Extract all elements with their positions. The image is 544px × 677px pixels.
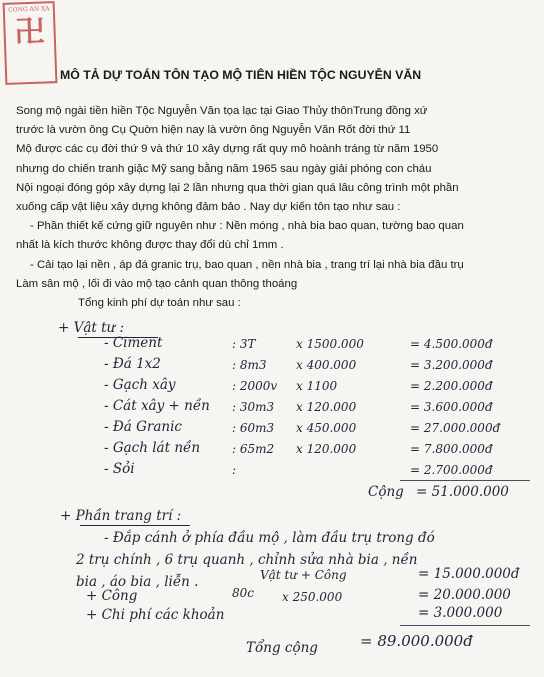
grand-total-value: = 89.000.000đ (360, 632, 473, 650)
paragraph-line: trước là vườn ông Cụ Quờn hiện nay là vườn ông Nguyễn Văn Rốt đời thứ 11 (16, 124, 411, 137)
material-total: = 3.600.000đ (410, 400, 493, 414)
decoration-line: bia , áo bia , liễn . (76, 574, 199, 590)
material-qty: : 3T (232, 337, 256, 351)
material-price: x 120.000 (296, 400, 357, 414)
paragraph-line: nhất là kích thước không được thay đổi dù chỉ 1mm . (16, 239, 284, 252)
decoration-line: 2 trụ chính , 6 trụ quanh , chỉnh sửa nhà bia , nền (76, 552, 418, 568)
section-trang-tri: + Phần trang trí : (60, 508, 182, 524)
material-total: = 2.200.000đ (410, 379, 493, 393)
sum-line (400, 625, 530, 626)
typed-paragraph (16, 102, 538, 313)
paragraph-line: nhưng do chiến tranh giặc Mỹ sang bằng năm 1965 sau ngày giải phóng con cháu (16, 162, 432, 175)
other-costs-total: = 3.000.000 (418, 605, 503, 621)
labor-label: + Công (86, 588, 138, 604)
other-costs-label: + Chi phí các khoản (86, 607, 225, 623)
paragraph-line: xuống cấp vật liệu xây dựng không đảm bảo . Nay dự kiến tôn tạo như sau : (16, 201, 401, 214)
material-name: - Gạch lát nền (104, 440, 201, 456)
material-price: x 400.000 (296, 358, 357, 372)
sum-line (400, 480, 530, 481)
paragraph-line: - Cải tạo lại nền , áp đá granic trụ, bao quan , nền nhà bia , trang trí lại nhà bia đầu trụ (30, 258, 464, 271)
paragraph-line: Song mộ ngài tiền hiền Tộc Nguyễn Văn tọa lạc tại Giao Thủy thônTrung đồng xứ (16, 105, 428, 117)
material-total: = 2.700.000đ (410, 463, 493, 477)
material-name: - Sỏi (104, 461, 135, 477)
section-vat-tu: + Vật tư : (58, 320, 125, 336)
stamp-text: CONG AN XA (8, 5, 50, 14)
material-price: x 1500.000 (296, 337, 364, 351)
materials-labor-value: = 15.000.000đ (418, 566, 520, 582)
labor-total: = 20.000.000 (418, 587, 511, 603)
material-name: - Ciment (104, 335, 163, 351)
material-total: = 7.800.000đ (410, 442, 493, 456)
stamp-mark: 卍 (14, 14, 46, 51)
material-qty: : 30m3 (232, 400, 275, 414)
material-price: x 450.000 (296, 421, 357, 435)
paragraph-line: Mộ được các cụ đời thứ 9 và thứ 10 xây dựng rất quy mô hoành tráng từ năm 1950 (16, 143, 439, 156)
decoration-line: - Đắp cánh ở phía đầu mộ , làm đầu trụ trong đó (104, 530, 435, 546)
material-qty: : 2000v (232, 379, 278, 393)
material-price: x 120.000 (296, 442, 357, 456)
paragraph-line: - Phần thiết kế cứng giữ nguyên như : Nền móng , nhà bia bao quan, tường bao quan (30, 220, 464, 233)
material-name: - Đá 1x2 (104, 356, 161, 372)
material-name: - Đá Granic (104, 419, 182, 435)
material-total: = 3.200.000đ (410, 358, 493, 372)
material-price: x 1100 (296, 379, 338, 393)
paragraph-line: Nội ngoại đóng góp xây dựng lại 2 lần nhưng qua thời gian quá lâu công trình một phần (16, 181, 459, 194)
material-name: - Cát xây + nền (104, 398, 210, 414)
underline (80, 525, 190, 526)
material-name: - Gạch xây (104, 377, 176, 393)
paragraph-line: Tổng kinh phí dự toán như sau : (78, 297, 241, 310)
material-qty: : 60m3 (232, 421, 275, 435)
grand-total-label: Tổng cộng (246, 640, 318, 656)
paragraph-line: Làm sân mộ , lối đi vào mộ tạo cảnh quan thông thoáng (16, 277, 298, 290)
material-total: = 4.500.000đ (410, 337, 493, 351)
materials-labor-label: Vật tư + Công (260, 568, 347, 582)
material-qty: : (232, 463, 237, 477)
labor-qty: 80c (232, 586, 254, 600)
material-qty: : 65m2 (232, 442, 275, 456)
material-total: = 27.000.000đ (410, 421, 501, 435)
subtotal-label: Cộng (368, 484, 404, 500)
subtotal-value: = 51.000.000 (416, 484, 509, 500)
material-qty: : 8m3 (232, 358, 267, 372)
labor-price: x 250.000 (282, 590, 343, 604)
red-stamp (3, 1, 58, 85)
document-title: MÔ TẢ DỰ TOÁN TÔN TẠO MỘ TIÊN HIỀN TỘC NGUYỄN VĂN (60, 68, 422, 82)
